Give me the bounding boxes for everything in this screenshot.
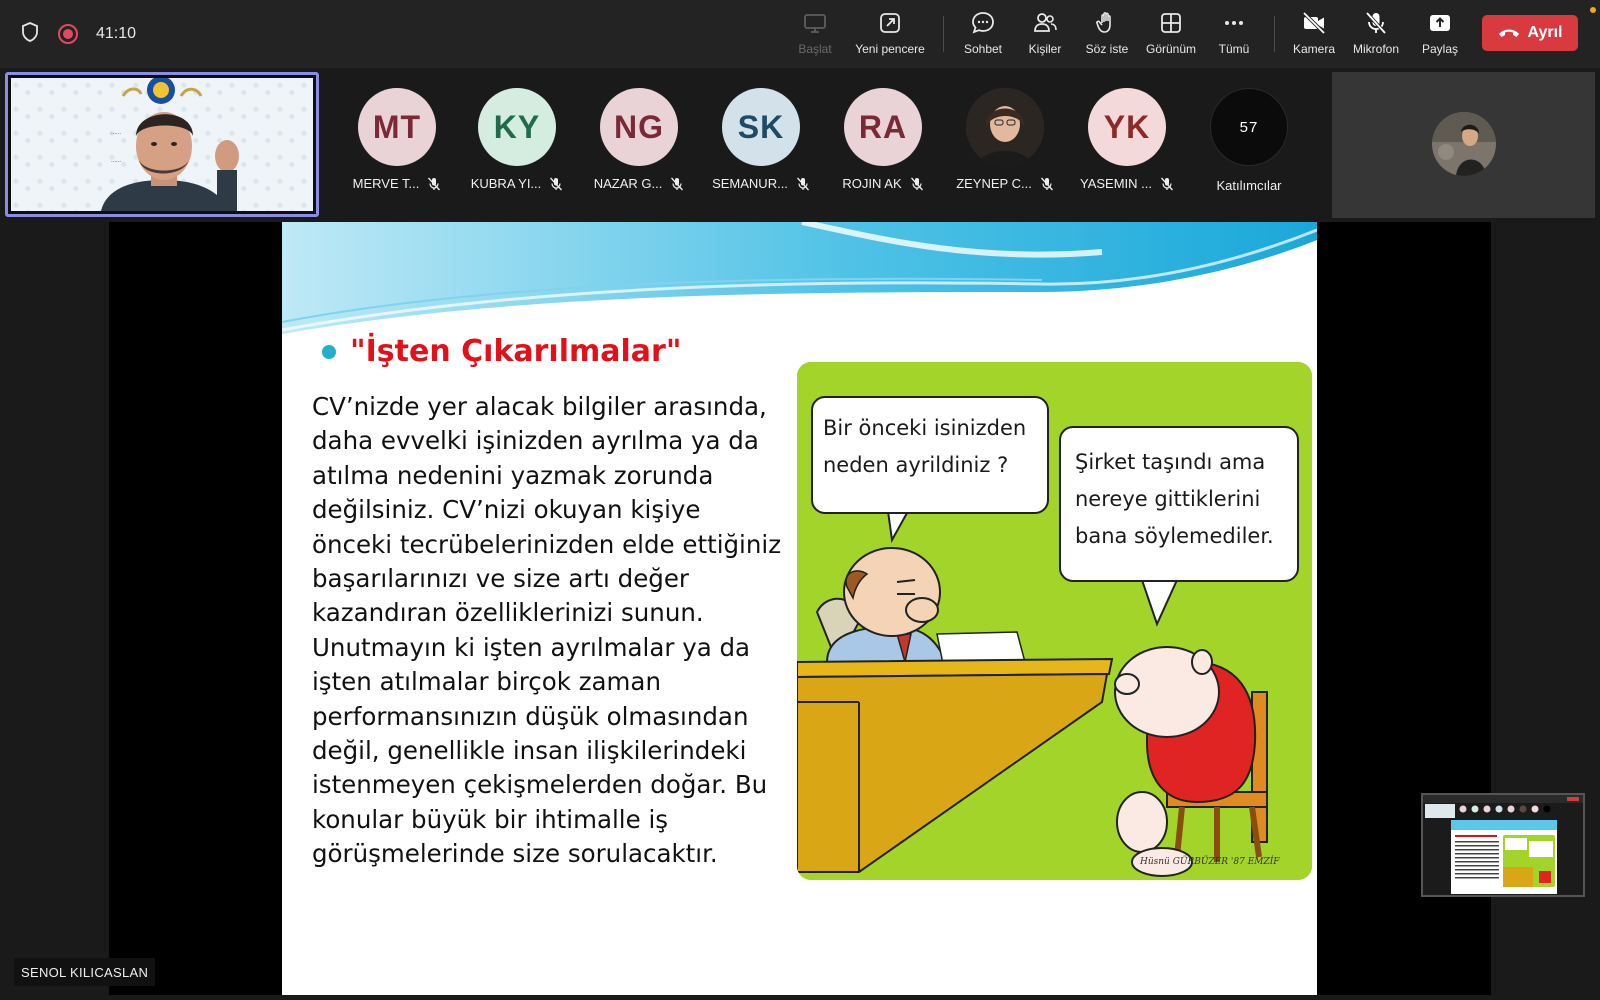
avatar-photo (966, 88, 1044, 166)
meeting-timer: 41:10 (96, 25, 137, 42)
participant-name: ZEYNEP C... (956, 176, 1032, 191)
view-label: Görünüm (1145, 42, 1197, 56)
participant-name-row (471, 176, 564, 191)
participant-name-row (956, 176, 1054, 191)
speaker-video (11, 78, 313, 211)
grid-view-icon (1158, 10, 1184, 36)
screen-icon (802, 10, 828, 36)
mini-preview-screen (1423, 795, 1583, 895)
new-window-label: Yeni pencere (855, 42, 925, 56)
raise-hand-label: Söz iste (1085, 42, 1129, 56)
participant-name: SEMANUR... (712, 176, 788, 191)
profile-photo (1432, 112, 1496, 176)
mic-off-icon (1363, 10, 1389, 36)
raise-hand-icon (1094, 10, 1120, 36)
cartoon-signature: Hüsnü GÜRBÜZER '87 EMZİF (1140, 857, 1280, 867)
start-button[interactable] (779, 10, 851, 60)
people-icon (1032, 10, 1058, 36)
screen-share-area (109, 222, 1491, 995)
presenter-name-tag: SENOL KILICASLAN (14, 958, 155, 986)
participant-name: NAZAR G... (593, 176, 663, 191)
mic-muted-icon (1040, 177, 1054, 191)
share-button[interactable] (1404, 10, 1476, 60)
participant-name-row (353, 176, 442, 191)
mic-muted-icon (796, 177, 810, 191)
participant-name-row (594, 176, 685, 191)
mic-muted-icon (549, 177, 563, 191)
participant-name: KUBRA YI... (470, 176, 542, 191)
share-label: Paylaş (1421, 42, 1459, 56)
recording-icon (58, 24, 78, 44)
slide-title-text: "İşten Çıkarılmalar" (350, 334, 682, 369)
slide-header-wave (282, 222, 1317, 342)
participants-count: 57 (1210, 88, 1288, 166)
participant-tile[interactable] (945, 88, 1065, 191)
slide-body-text: CV’nizde yer alacak bilgiler arasında, daha evvelki işinizden ayrılma ya da atılma nedenini yazmak zorunda değilsiniz. CV’nizi okuyan kişiye önceki tecrübelerinizden elde ettiğiniz başarılarınızı ve size artı değer kazandıran özelliklerinizi sunun. Unutmayın ki işten ayrılmalar ya da işten atılmalar birçok zaman performansınızın düşük olmasından değil, genellikle insan ilişkilerindeki istenmeyen çekişmelerden doğar. Bu konular büyük bir ihtimalle iş görüşmelerinde size sorulacaktır. (312, 392, 782, 869)
participant-name: YASEMIN ... (1080, 176, 1152, 191)
camera-off-icon (1301, 10, 1327, 36)
avatar: YK (1088, 88, 1166, 166)
participant-name: MERVE T... (352, 176, 420, 191)
leave-button[interactable] (1482, 15, 1578, 51)
remote-video-tile[interactable] (1332, 72, 1595, 218)
participant-name-row (712, 176, 810, 191)
avatar-photo (1432, 112, 1496, 176)
phone-hangup-icon (1498, 27, 1520, 39)
participant-tile[interactable] (457, 88, 577, 191)
slide-title (322, 334, 681, 369)
mic-muted-icon (910, 177, 924, 191)
more-label: Tümü (1218, 42, 1250, 56)
svg-text:......: ...... (111, 158, 122, 164)
presentation-slide (282, 222, 1317, 995)
participant-strip (0, 68, 1600, 220)
profile-photo (966, 88, 1044, 166)
speech-bubble-interviewer: Bir önceki isinizden neden ayrildiniz ? (811, 396, 1049, 514)
mic-muted-icon (670, 177, 684, 191)
mini-preview-window[interactable] (1421, 793, 1585, 897)
avatar: NG (600, 88, 678, 166)
participant-name: ROJIN AK (842, 176, 902, 191)
toolbar-divider (1274, 16, 1275, 52)
participant-tile[interactable] (823, 88, 943, 191)
camera-label: Kamera (1292, 42, 1336, 56)
participant-tile[interactable] (337, 88, 457, 191)
slide-cartoon (797, 362, 1312, 880)
participant-tile[interactable] (1067, 88, 1187, 191)
meeting-status (20, 20, 136, 48)
participants-counter[interactable] (1189, 88, 1309, 193)
leave-label: Ayrıl (1527, 24, 1563, 41)
active-speaker-tile[interactable] (5, 72, 319, 217)
avatar: SK (722, 88, 800, 166)
view-button[interactable] (1135, 10, 1207, 60)
shield-icon[interactable] (20, 21, 40, 48)
meeting-toolbar (0, 0, 1600, 68)
mic-button[interactable] (1340, 10, 1412, 60)
more-icon (1221, 10, 1247, 36)
mic-muted-icon (427, 177, 441, 191)
raise-hand-button[interactable] (1071, 10, 1143, 60)
participants-label: Katılımcılar (1216, 178, 1282, 193)
new-window-icon (877, 10, 903, 36)
chat-label: Sohbet (963, 42, 1003, 56)
svg-text:......: ...... (111, 130, 122, 136)
speaker-video-frame (11, 78, 313, 211)
share-icon (1427, 10, 1453, 36)
more-button[interactable] (1198, 10, 1270, 60)
participant-tile[interactable] (701, 88, 821, 191)
chat-icon (970, 10, 996, 36)
new-window-button[interactable] (854, 10, 926, 60)
participant-name-row (1080, 176, 1174, 191)
mic-muted-icon (1160, 177, 1174, 191)
notification-dot (1590, 7, 1596, 13)
toolbar-divider (943, 16, 944, 52)
mic-label: Mikrofon (1352, 42, 1399, 56)
participant-name-row (842, 176, 923, 191)
bullet-icon (322, 345, 336, 359)
speech-bubble-candidate: Şirket taşındı ama nereye gittiklerini bana söylemediler. (1059, 426, 1299, 582)
people-label: Kişiler (1028, 42, 1062, 56)
avatar: MT (358, 88, 436, 166)
start-label: Başlat (798, 42, 832, 56)
participant-tile[interactable] (579, 88, 699, 191)
avatar: KY (478, 88, 556, 166)
avatar: RA (844, 88, 922, 166)
